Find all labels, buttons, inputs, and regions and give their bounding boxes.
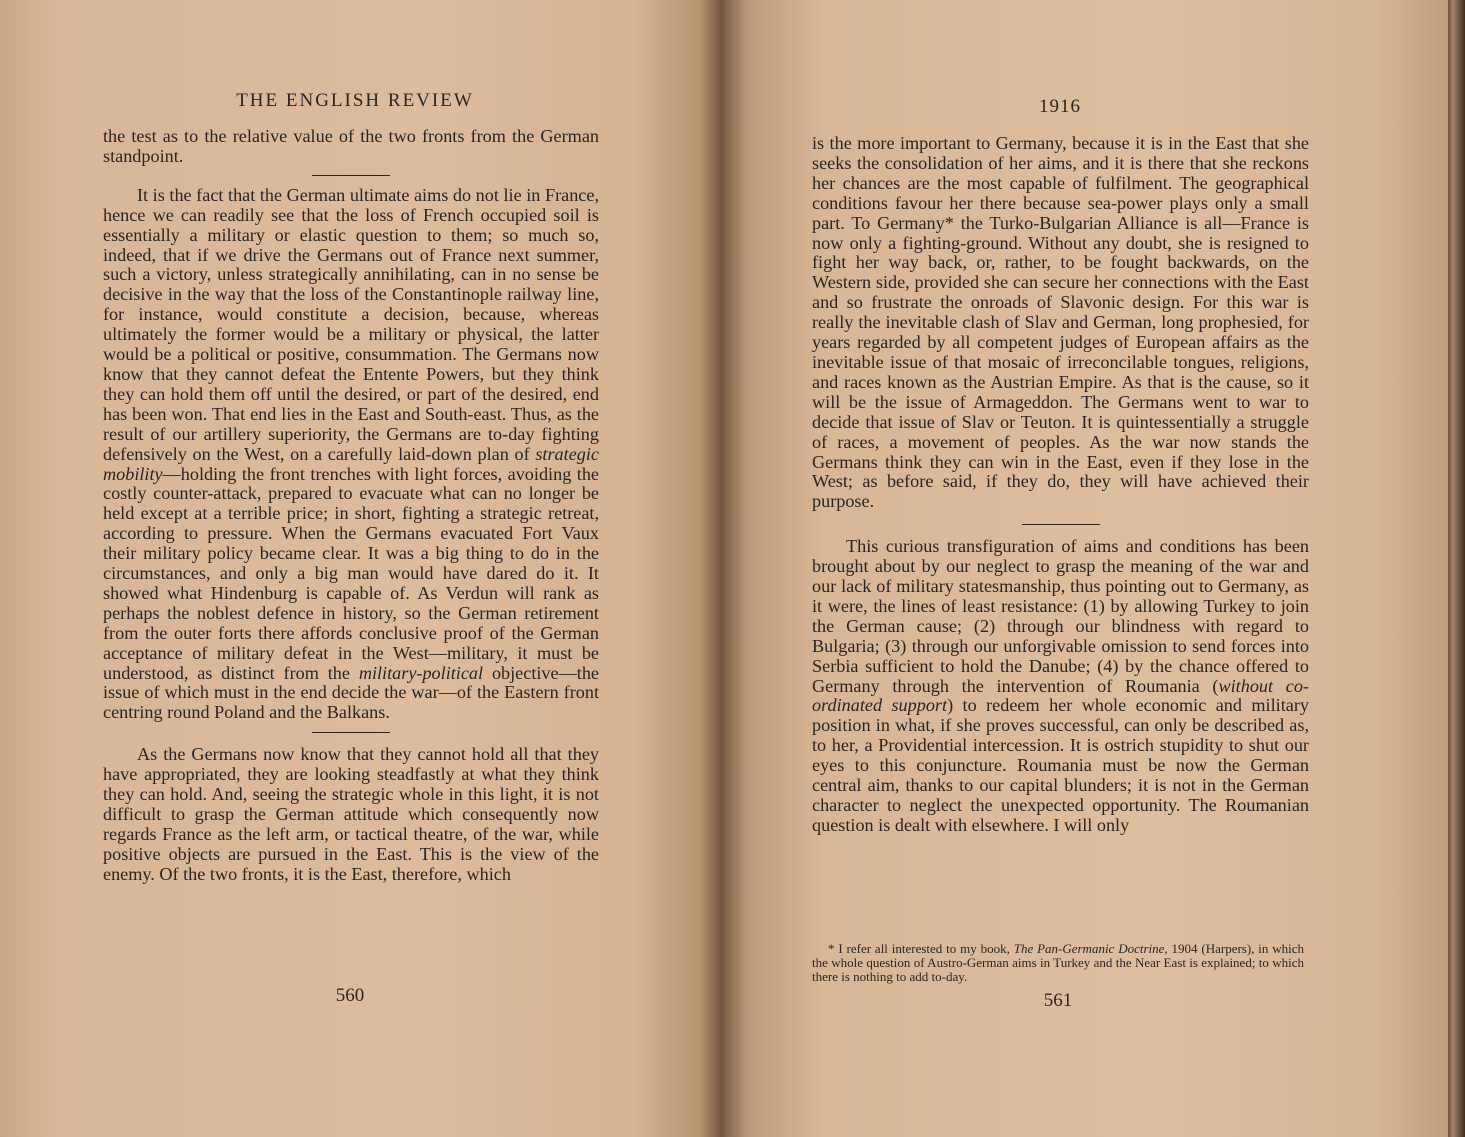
gutter-shadow <box>700 0 744 1137</box>
footnote <box>812 942 1304 984</box>
paragraph <box>103 186 599 723</box>
left-body-text <box>103 127 599 885</box>
page-number-left: 560 <box>335 985 365 1006</box>
italic-phrase: without co-ordinated support <box>812 675 1309 716</box>
paragraph-text: This curious transfiguration of aims and conditions has been brought about by our neglect to grasp the meaning of the war and our lack of military statesmanship, thus pointing out to Germany, as it were, the lines of least resistance: (1) by allowing Turkey to join the German cause; (2) through our blindness with regard to Bulgaria; (3) through our unforgivable omission to send forces into Serbia sufficient to hold the Danube; (4) by the chance offered to Germany through the intervention of Roumania ( <box>812 536 1309 696</box>
page-edge <box>1448 0 1465 1137</box>
italic-phrase: strategic mobility <box>103 443 599 484</box>
paragraph <box>812 537 1309 836</box>
section-rule <box>1022 524 1100 525</box>
paragraph: As the Germans now know that they cannot hold all that they have appropriated, they are looking steadfastly at what they think they can hold. And, seeing the strategic whole in this light, it is not difficult to grasp the German attitude which consequently now regards France as the left arm, or tactical theatre, of the war, while positive objects are pursued in the East. This is the view of the enemy. Of the two fronts, it is the East, therefore, which <box>103 744 599 884</box>
italic-phrase: military-political <box>358 662 484 683</box>
paragraph-continuation: is the more important to Germany, because it is in the East that she seeks the consolidation of her aims, and it is there that she reckons her chances are the most capable of fulfilment. The geographical conditions favour her there because sea-power plays only a small part. To Germany* the Turko-Bulgarian Alliance is all—France is now only a fighting-ground. Without any doubt, she is resigned to fight her way back, or, rather, to be fought backwards, on the Western side, provided she can secure her connections with the East and so frustrate the onroads of Slavonic design. For this war is really the inevitable clash of Slav and German, long prophesied, for years regarded by all competent judges of European affairs as the inevitable issue of that mosaic of irreconcilable tongues, religions, and races known as the Austrian Empire. As that is the cause, so it will be the issue of Armageddon. The Germans went to war to decide that issue of Slav or Teuton. It is quintessentially a struggle of races, a movement of peoples. As the war now stands the Germans think they can win in the East, even if they lose in the West; as before said, if they do, they will have achieved their purpose. <box>812 133 1309 512</box>
footnote-text <box>812 942 1304 984</box>
footnote-book-title: The Pan-Germanic Doctrine, <box>1013 941 1168 956</box>
section-rule <box>312 175 390 176</box>
paragraph-text: —holding the front trenches with light forces, avoiding the costly counter-attack, prepared to evacuate what can no longer be held except at a terrible price; in short, fighting a strategic retreat, according to pressure. When the Germans evacuated Fort Vaux their military policy became clear. It was a big thing to do in the circumstances, and only a big man would have dared do it. It showed what Hindenburg is capable of. As Verdun will rank as perhaps the noblest defence in history, so the German retirement from the outer forts there affords conclusive proof of the German acceptance of military defeat in the West—military, it must be understood, as distinct from the <box>103 463 599 683</box>
left-page <box>0 0 722 1137</box>
paragraph-text: ) to redeem her whole economic and military position in what, if she proves successful, can only be described as, to her, a Providential intercession. It is ostrich stupidity to shut our eyes to this conjuncture. Roumania must be now the German central aim, thanks to our capital blunders; it is not in the German character to neglect the unexpected opportunity. The Roumanian question is dealt with elsewhere. I will only <box>812 695 1309 835</box>
running-head-left: THE ENGLISH REVIEW <box>236 90 474 111</box>
section-rule <box>312 732 390 733</box>
paragraph-text: objective—the issue of which must in the end decide the war—of the Eastern front centring round Poland and the Balkans. <box>103 662 600 723</box>
footnote-post: 1904 (Harpers), in which the whole question of Austro-German aims in Turkey and the Near East is explained; to which there is nothing to add to-day. <box>812 941 1305 984</box>
right-page <box>722 0 1448 1137</box>
right-body-text <box>812 134 1309 836</box>
page-number-right: 561 <box>1043 990 1073 1011</box>
running-head-right: 1916 <box>1039 96 1081 117</box>
paragraph-continuation: the test as to the relative value of the two fronts from the German standpoint. <box>103 126 599 166</box>
paragraph-text: It is the fact that the German ultimate aims do not lie in France, hence we can readily see that the loss of French occupied soil is essentially a military or elastic question to them; so much so, indeed, that if we drive the Germans out of France next summer, such a victory, unless strategically annihilating, can in no sense be decisive in the way that the loss of the Constantinople railway line, for instance, would constitute a decision, because, whereas ultimately the former would be a military or physical, the latter would be a political or positive, consummation. The Germans now know that they cannot defeat the Entente Powers, but they think they can hold them off until the desired, or part of the desired, end has been won. That end lies in the East and South-east. Thus, as the result of our artillery superiority, the Germans are to-day fighting defensively on the West, on a carefully laid-down plan of <box>103 184 599 464</box>
footnote-pre: * I refer all interested to my book, <box>828 941 1010 956</box>
